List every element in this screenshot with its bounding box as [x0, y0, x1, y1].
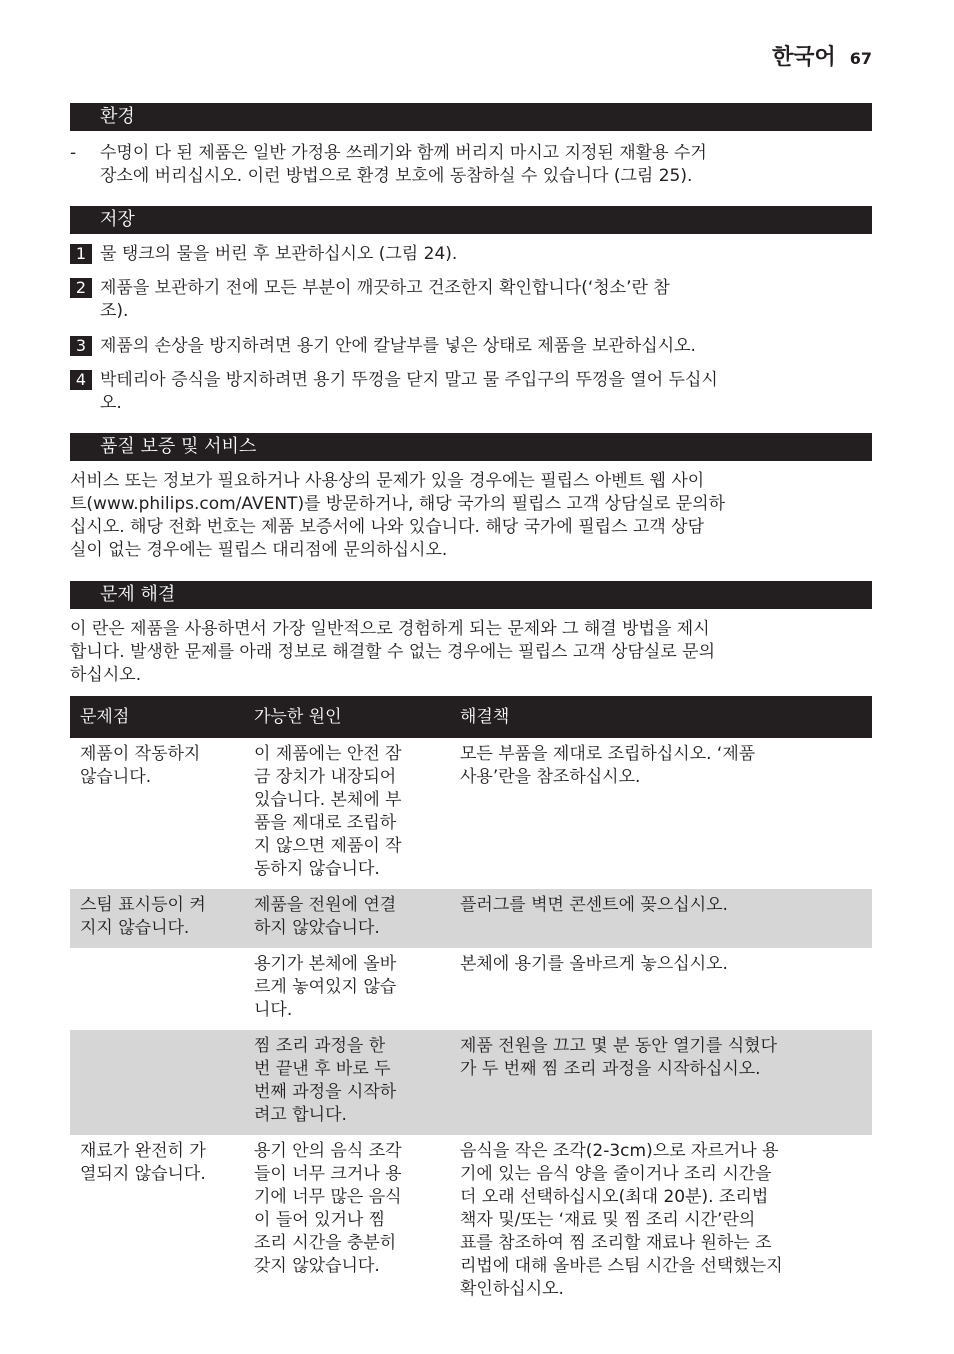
paragraph-line: 하십시오.: [70, 665, 142, 685]
environment-line: 수명이 다 된 제품은 일반 가정용 쓰레기와 함께 버리지 마시고 지정된 재활용 수거: [100, 143, 707, 163]
cell-line: 리법에 대해 올바른 스팀 시간을 선택했는지: [460, 1256, 783, 1276]
cell-line: 이 제품에는 안전 잠: [254, 744, 402, 764]
troubleshooting-table: [70, 696, 872, 1309]
table-row: [70, 1135, 872, 1309]
table-row: [70, 948, 872, 1030]
cell-line: 지 않으면 제품이 작: [254, 836, 402, 856]
cell-problem: [70, 889, 246, 948]
step-text: 조).: [100, 301, 129, 321]
cell-line: 모든 부품을 제대로 조립하십시오. ‘제품: [460, 744, 756, 764]
step-number-badge: 2: [70, 278, 92, 298]
cell-line: 이 들어 있거나 찜: [254, 1210, 386, 1230]
cell-line: 플러그를 벽면 콘센트에 꽂으십시오.: [460, 895, 728, 915]
cell-solution: [452, 948, 872, 1030]
cell-line: 가 두 번째 찜 조리 과정을 시작하십시오.: [460, 1059, 761, 1079]
cell-cause: [246, 948, 452, 1030]
cell-cause: [246, 1135, 452, 1309]
page-header: [772, 46, 872, 70]
table-header-row: [70, 696, 872, 738]
section-heading-troubleshooting: 문제 해결: [70, 581, 872, 609]
cell-line: 찜 조리 과정을 한: [254, 1036, 386, 1056]
cell-line: 갖지 않았습니다.: [254, 1256, 380, 1276]
step-number-badge: 3: [70, 336, 92, 356]
paragraph-line: 서비스 또는 정보가 필요하거나 사용상의 문제가 있을 경우에는 필립스 아벤트 웹 사이: [70, 471, 705, 491]
column-header-cause: 가능한 원인: [254, 706, 342, 727]
cell-line: 열되지 않습니다.: [80, 1164, 206, 1184]
cell-line: 금 장치가 내장되어: [254, 767, 397, 787]
bullet-dash: -: [70, 143, 77, 163]
paragraph-line: 이 란은 제품을 사용하면서 가장 일반적으로 경험하게 되는 문제와 그 해결 방법을 제시: [70, 619, 710, 639]
cell-cause: [246, 738, 452, 889]
cell-line: 사용’란을 참조하십시오.: [460, 767, 641, 787]
storage-step: [70, 369, 872, 415]
storage-step: [70, 243, 872, 266]
paragraph-line: 합니다. 발생한 문제를 아래 정보로 해결할 수 없는 경우에는 필립스 고객 상담실로 문의: [70, 642, 716, 662]
environment-bullet: [70, 142, 870, 188]
step-text: 오.: [100, 393, 122, 413]
storage-step: [70, 277, 872, 323]
cell-line: 니다.: [254, 1000, 293, 1020]
cell-solution: [452, 738, 872, 889]
paragraph-line: 실이 없는 경우에는 필립스 대리점에 문의하십시오.: [70, 540, 448, 560]
cell-line: 번째 과정을 시작하: [254, 1082, 397, 1102]
cell-problem: [70, 1030, 246, 1135]
cell-line: 용기 안의 음식 조각: [254, 1141, 402, 1161]
step-number-badge: 4: [70, 370, 92, 390]
cell-line: 더 오래 선택하십시오(최대 20분). 조리법: [460, 1187, 769, 1207]
cell-line: 본체에 용기를 올바르게 놓으십시오.: [460, 954, 728, 974]
environment-line: 장소에 버리십시오. 이런 방법으로 환경 보호에 동참하실 수 있습니다 (그림 25).: [100, 166, 693, 186]
cell-line: 제품이 작동하지: [80, 744, 201, 764]
cell-line: 재료가 완전히 가: [80, 1141, 206, 1161]
storage-step: [70, 335, 872, 358]
cell-cause: [246, 1030, 452, 1135]
cell-line: 품을 제대로 조립하: [254, 813, 397, 833]
paragraph-line: 트(www.philips.com/AVENT)를 방문하거나, 해당 국가의 필립스 고객 상담실로 문의하: [70, 494, 726, 514]
cell-line: 기에 있는 음식 양을 줄이거나 조리 시간을: [460, 1164, 772, 1184]
cell-line: 지지 않습니다.: [80, 918, 190, 938]
step-text: 제품의 손상을 방지하려면 용기 안에 칼날부를 넣은 상태로 제품을 보관하십시오.: [100, 336, 696, 356]
cell-line: 려고 합니다.: [254, 1105, 347, 1125]
cell-line: 확인하십시오.: [460, 1279, 564, 1299]
cell-cause: [246, 889, 452, 948]
cell-line: 않습니다.: [80, 767, 152, 787]
page-number: 67: [849, 49, 872, 68]
cell-line: 르게 놓여있지 않습: [254, 977, 397, 997]
cell-line: 조리 시간을 충분히: [254, 1233, 397, 1253]
cell-line: 하지 않았습니다.: [254, 918, 380, 938]
paragraph-line: 십시오. 해당 전화 번호는 제품 보증서에 나와 있습니다. 해당 국가에 필립스 고객 상담: [70, 517, 705, 537]
cell-problem: [70, 948, 246, 1030]
table-row: [70, 1030, 872, 1135]
step-text: 제품을 보관하기 전에 모든 부분이 깨끗하고 건조한지 확인합니다(‘청소’란 참: [100, 278, 670, 298]
cell-solution: [452, 1030, 872, 1135]
troubleshooting-intro: [70, 618, 872, 687]
section-heading-environment: 환경: [70, 103, 872, 131]
cell-line: 들이 너무 크거나 용: [254, 1164, 402, 1184]
step-number-badge: 1: [70, 244, 92, 264]
cell-line: 동하지 않습니다.: [254, 859, 380, 879]
section-heading-guarantee: 품질 보증 및 서비스: [70, 433, 872, 461]
step-text: 물 탱크의 물을 버린 후 보관하십시오 (그림 24).: [100, 244, 458, 264]
cell-line: 제품을 전원에 연결: [254, 895, 397, 915]
step-text: 박테리아 증식을 방지하려면 용기 뚜껑을 닫지 말고 물 주입구의 뚜껑을 열어 두십시: [100, 370, 718, 390]
cell-line: 기에 너무 많은 음식: [254, 1187, 402, 1207]
cell-solution: [452, 889, 872, 948]
cell-line: 용기가 본체에 올바: [254, 954, 397, 974]
cell-line: 표를 참조하여 찜 조리할 재료나 원하는 조: [460, 1233, 772, 1253]
guarantee-paragraph: [70, 470, 872, 562]
cell-line: 번 끝낸 후 바로 두: [254, 1059, 391, 1079]
cell-line: 스팀 표시등이 켜: [80, 895, 206, 915]
cell-line: 책자 및/또는 ‘재료 및 찜 조리 시간’란의: [460, 1210, 756, 1230]
cell-problem: [70, 738, 246, 889]
cell-line: 제품 전원을 끄고 몇 분 동안 열기를 식혔다: [460, 1036, 778, 1056]
cell-line: 음식을 작은 조각(2-3cm)으로 자르거나 용: [460, 1141, 779, 1161]
page-language: 한국어: [771, 45, 836, 70]
section-heading-storage: 저장: [70, 206, 872, 234]
table-row: [70, 889, 872, 948]
table-row: [70, 738, 872, 889]
cell-problem: [70, 1135, 246, 1309]
column-header-solution: 해결책: [460, 706, 510, 727]
cell-line: 있습니다. 본체에 부: [254, 790, 402, 810]
column-header-problem: 문제점: [80, 706, 130, 727]
cell-solution: [452, 1135, 872, 1309]
